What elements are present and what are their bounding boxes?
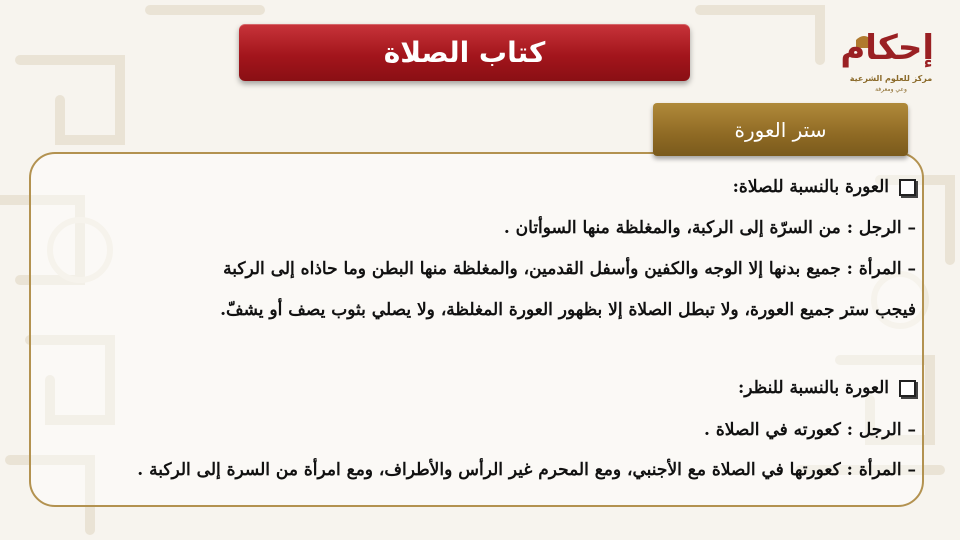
- logo-subtitle: مركز للعلوم الشرعية: [849, 74, 933, 83]
- content-box: [29, 152, 924, 507]
- section-tab-label: ستر العورة: [734, 117, 827, 142]
- checkbox-bullet-icon: [899, 380, 916, 397]
- logo-tagline: وعي ومعرفة: [875, 86, 907, 93]
- content-line: فيجب ستر جميع العورة، ولا تبطل الصلاة إلا بظهور العورة المغلظة، ولا يصلي بثوب يصف أو يشفّ.: [220, 300, 916, 320]
- block-heading-looking: [738, 378, 916, 398]
- content-line: – الرجل : كعورته في الصلاة .: [704, 420, 916, 440]
- slide-title: كتاب الصلاة: [383, 36, 546, 69]
- logo: [840, 28, 934, 102]
- content-line: – المرأة : كعورتها في الصلاة مع الأجنبي، ومع المحرم غير الرأس والأطراف، ومع امرأة من السرة إلى الركبة .: [137, 460, 916, 480]
- title-banner: [239, 24, 690, 81]
- content-line: – المرأة : جميع بدنها إلا الوجه والكفين وأسفل القدمين، والمغلظة منها البطن وما حاذاه إلى الركبة: [223, 259, 916, 279]
- block-heading-prayer: [733, 177, 916, 197]
- logo-name: إحكام: [840, 28, 934, 68]
- heading-text: العورة بالنسبة للصلاة:: [732, 177, 889, 197]
- heading-text: العورة بالنسبة للنظر:: [737, 378, 889, 398]
- content-line: – الرجل : من السرّة إلى الركبة، والمغلظة منها السوأتان .: [503, 218, 916, 238]
- section-tab: [653, 103, 908, 156]
- checkbox-bullet-icon: [899, 179, 916, 196]
